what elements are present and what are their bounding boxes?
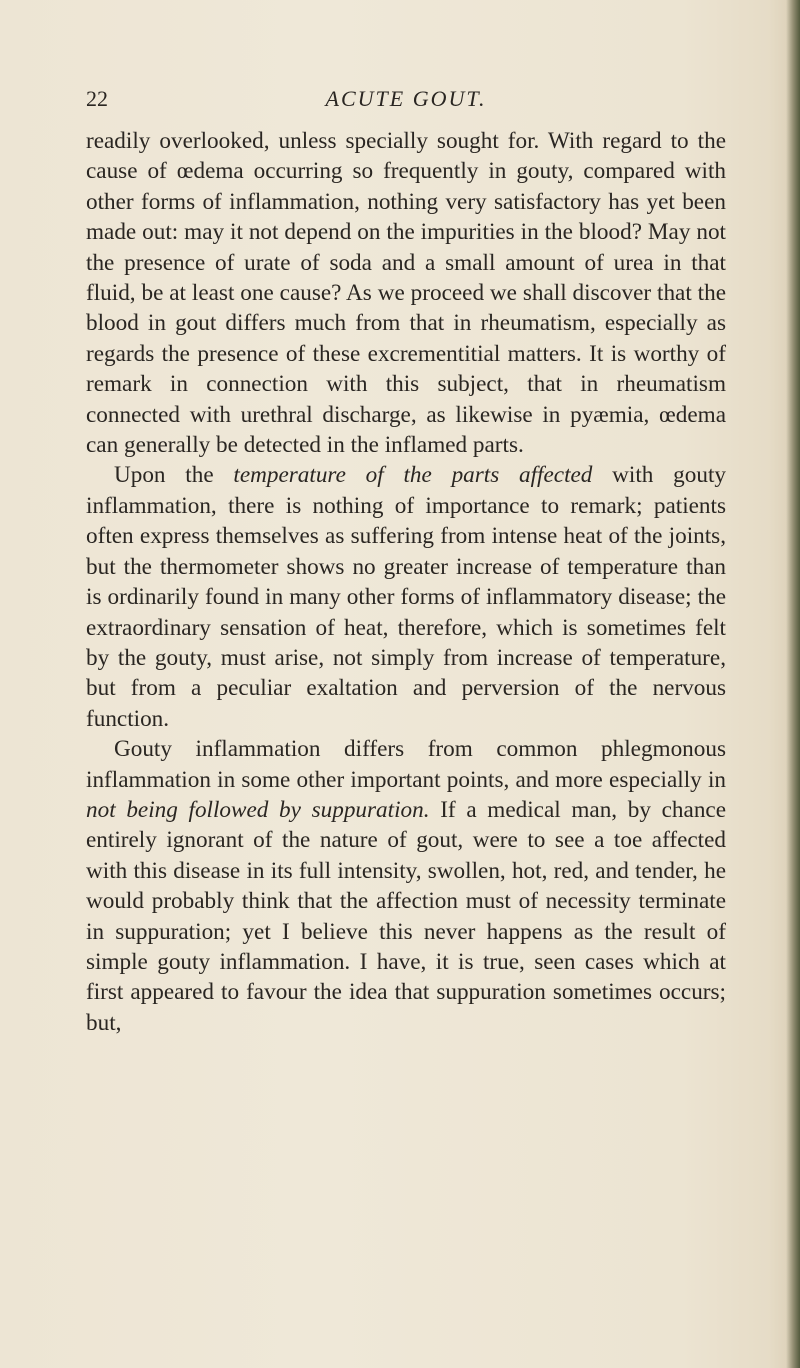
paragraph-1 <box>86 126 726 460</box>
page-header <box>86 86 726 116</box>
body-text <box>86 126 726 1038</box>
paragraph-3-text-b: If a medical man, by chance entirely ignorant of the nature of gout, were to see a toe affected with this disease in its full intensity, swollen, hot, red, and tender, he would probably think that the affection must of necessity terminate in suppuration; yet I believe this never happens as the result of simple gouty inflammation. I have, it is true, seen cases which at first appeared to favour the idea that suppuration sometimes occurs; but, <box>86 796 726 1036</box>
paragraph-2-text-a: Upon the <box>114 462 234 489</box>
paragraph-3-italic-phrase: not being followed by suppuration. <box>86 796 430 823</box>
paragraph-3 <box>86 734 726 1038</box>
running-head: ACUTE GOUT. <box>325 86 487 111</box>
paragraph-1-text: readily overlooked, unless specially sought for. With regard to the cause of œdema occurring so frequently in gouty, compared with other forms of inflammation, nothing very satisfactory has yet been made out: may it not depend on the impurities in the blood? May not the presence of urate of soda and a small amount of urea in that fluid, be at least one cause? As we proceed we shall discover that the blood in gout differs much from that in rheumatism, especially as regards the presence of these excrementitial matters. It is worthy of remark in connection with this subject, that in rheumatism connected with urethral discharge, as likewise in pyæmia, œdema can generally be detected in the inflamed parts. <box>86 128 726 459</box>
page-number: 22 <box>86 86 108 111</box>
paragraph-3-text-a: Gouty inflammation differs from common phlegmonous inflammation in some other important points, and more especially in <box>86 736 726 793</box>
paragraph-2-text-b: with gouty inflammation, there is nothing of importance to remark; patients often express themselves as suffering from intense heat of the joints, but the thermometer shows no greater increase of temperature than is ordinarily found in many other forms of inflammatory disease; the extraordinary sensation of heat, therefore, which is sometimes felt by the gouty, must arise, not simply from increase of temperature, but from a peculiar exaltation and perversion of the nervous function. <box>86 462 726 732</box>
paragraph-2 <box>86 460 726 734</box>
paragraph-2-italic-phrase: temperature of the parts affected <box>233 462 593 489</box>
page-edge-shadow <box>786 0 800 1368</box>
